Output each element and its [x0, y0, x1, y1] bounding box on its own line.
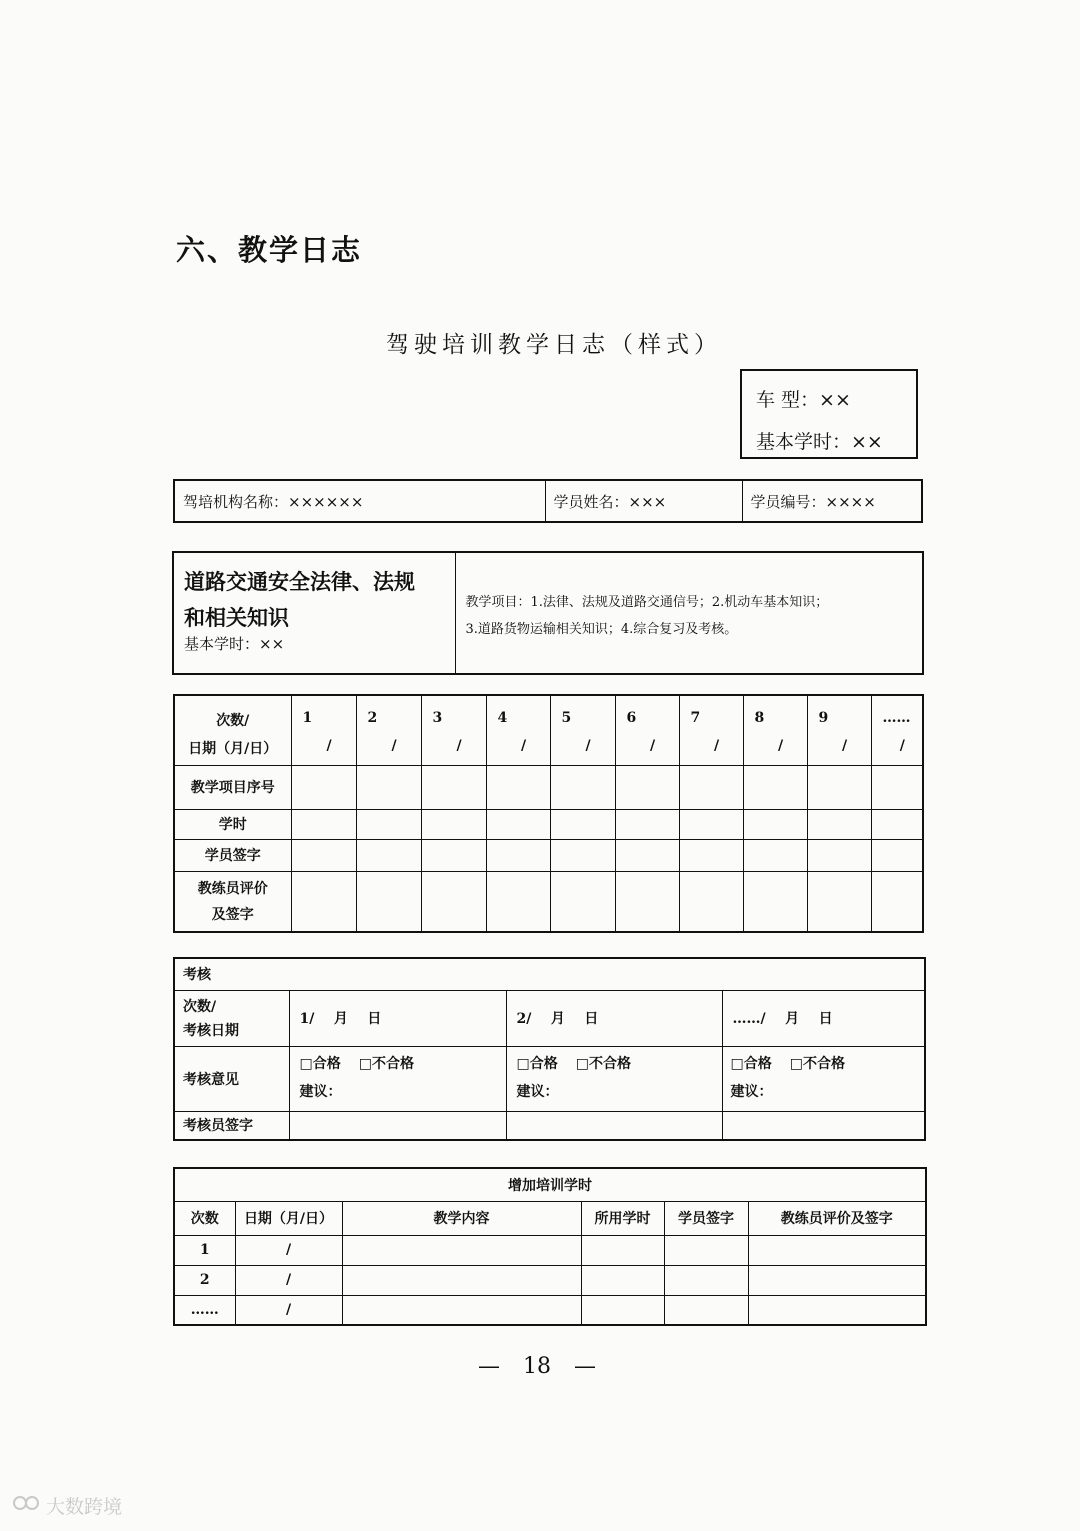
page-dash-left: —	[478, 1354, 500, 1379]
log-eval-line1: 教练员评价	[197, 881, 268, 898]
page-number	[0, 1354, 1080, 1379]
log-eval-line2: 及签字	[211, 907, 254, 924]
log-row	[174, 809, 923, 839]
subject-title-cell	[173, 552, 455, 674]
log-col	[743, 695, 807, 765]
log-col	[615, 695, 679, 765]
exam-opinion-cell	[289, 1046, 506, 1111]
log-row	[174, 839, 923, 871]
exam-date-line2: 考核日期	[183, 1023, 239, 1039]
log-col	[486, 695, 550, 765]
log-row-label: 教学项目序号	[174, 765, 291, 809]
suggestion-label: 建议：	[730, 1083, 773, 1100]
log-col-slash: /	[520, 738, 527, 754]
page-dash-right: —	[574, 1354, 596, 1379]
subject-hours: 基本学时：××	[184, 635, 285, 653]
log-col-number: ……	[882, 710, 911, 726]
log-col-number: 4	[497, 710, 508, 726]
fail-checkbox: □不合格	[789, 1055, 845, 1072]
extra-header: 所用学时	[581, 1201, 664, 1235]
subject-items-line2: 3.道路货物运输相关知识；4.综合复习及考核。	[465, 622, 738, 637]
extra-header: 学员签字	[664, 1201, 748, 1235]
extra-row-number: ……	[174, 1295, 235, 1325]
log-row	[174, 871, 923, 932]
exam-opinion-cell	[722, 1046, 925, 1111]
log-col-slash: /	[777, 738, 784, 754]
basic-hours: 基本学时：××	[756, 431, 883, 453]
log-col	[807, 695, 871, 765]
extra-row	[174, 1265, 926, 1295]
log-col-slash: /	[326, 738, 332, 754]
extra-header: 次数	[174, 1201, 235, 1235]
log-col	[871, 695, 923, 765]
subject-items-cell	[455, 552, 923, 674]
log-col-slash: /	[649, 738, 656, 754]
extra-header: 教练员评价及签字	[748, 1201, 926, 1235]
log-col-number: 9	[818, 710, 829, 726]
exam-opinion-label: 考核意见	[174, 1046, 289, 1111]
log-header-line2: 日期（月/日）	[188, 741, 278, 757]
extra-row-number: 1	[174, 1235, 235, 1265]
pass-checkbox: □合格	[730, 1055, 772, 1072]
vehicle-info-box	[740, 369, 918, 459]
fail-checkbox: □不合格	[575, 1055, 631, 1072]
log-col-slash: /	[841, 738, 848, 754]
exam-opinion-cell	[506, 1046, 722, 1111]
log-col	[356, 695, 421, 765]
log-col	[550, 695, 615, 765]
teaching-log-table	[173, 694, 924, 933]
log-eval-label	[174, 871, 291, 932]
watermark	[12, 1492, 122, 1519]
pass-checkbox: □合格	[299, 1055, 341, 1072]
log-col-slash: /	[713, 738, 720, 754]
vehicle-type: 车 型：××	[756, 389, 851, 411]
info-row-table	[173, 479, 923, 523]
log-col-number: 2	[367, 710, 378, 726]
log-col	[291, 695, 356, 765]
log-header-row	[174, 695, 923, 765]
extra-training-table	[173, 1167, 927, 1326]
extra-header: 日期（月/日）	[235, 1201, 342, 1235]
exam-session-3: ……/ 月 日	[722, 990, 925, 1046]
suggestion-label: 建议：	[516, 1083, 559, 1100]
log-header-line1: 次数/	[216, 713, 250, 729]
log-row	[174, 765, 923, 809]
student-id-cell: 学员编号：××××	[742, 480, 922, 522]
extra-title: 增加培训学时	[174, 1168, 926, 1201]
exam-session-2: 2/ 月 日	[506, 990, 722, 1046]
log-col-slash: /	[456, 738, 462, 754]
subject-title-line2: 和相关知识	[184, 606, 289, 630]
extra-row	[174, 1235, 926, 1265]
pass-checkbox: □合格	[516, 1055, 558, 1072]
log-col-number: 7	[690, 710, 701, 726]
exam-date-label	[174, 990, 289, 1046]
exam-signature-label: 考核员签字	[174, 1111, 289, 1140]
watermark-logo-icon	[12, 1492, 42, 1519]
subject-title-line1: 道路交通安全法律、法规	[184, 570, 415, 594]
log-col-number: 1	[302, 710, 313, 726]
fail-checkbox: □不合格	[358, 1055, 414, 1072]
extra-row	[174, 1295, 926, 1325]
log-col-number: 5	[561, 710, 572, 726]
section-title: 六、教学日志	[176, 233, 363, 267]
subject-table	[172, 551, 924, 675]
log-col-slash: /	[391, 738, 397, 754]
log-col-number: 3	[432, 710, 443, 726]
log-col-number: 8	[754, 710, 765, 726]
extra-row-slash: /	[235, 1265, 342, 1295]
log-row-label: 学员签字	[174, 839, 291, 871]
subject-items-line1: 教学项目：1.法律、法规及道路交通信号；2.机动车基本知识；	[465, 595, 829, 610]
log-col	[679, 695, 743, 765]
exam-table	[173, 957, 926, 1141]
log-header-cell	[174, 695, 291, 765]
extra-row-number: 2	[174, 1265, 235, 1295]
school-name-cell: 驾培机构名称：××××××	[174, 480, 545, 522]
exam-date-line1: 次数/	[183, 999, 217, 1015]
suggestion-label: 建议：	[299, 1083, 342, 1100]
watermark-text: 大数跨境	[46, 1496, 123, 1518]
extra-row-slash: /	[235, 1235, 342, 1265]
extra-row-slash: /	[235, 1295, 342, 1325]
log-col-slash: /	[899, 738, 905, 754]
extra-header: 教学内容	[342, 1201, 581, 1235]
exam-title: 考核	[174, 958, 925, 990]
log-col-number: 6	[626, 710, 637, 726]
exam-session-1: 1/ 月 日	[289, 990, 506, 1046]
form-title: 驾驶培训教学日志（样式）	[386, 332, 722, 358]
log-row-label: 学时	[174, 809, 291, 839]
page-number-value: 18	[523, 1354, 551, 1379]
student-name-cell: 学员姓名：×××	[545, 480, 742, 522]
log-col-slash: /	[585, 738, 591, 754]
log-col	[421, 695, 486, 765]
